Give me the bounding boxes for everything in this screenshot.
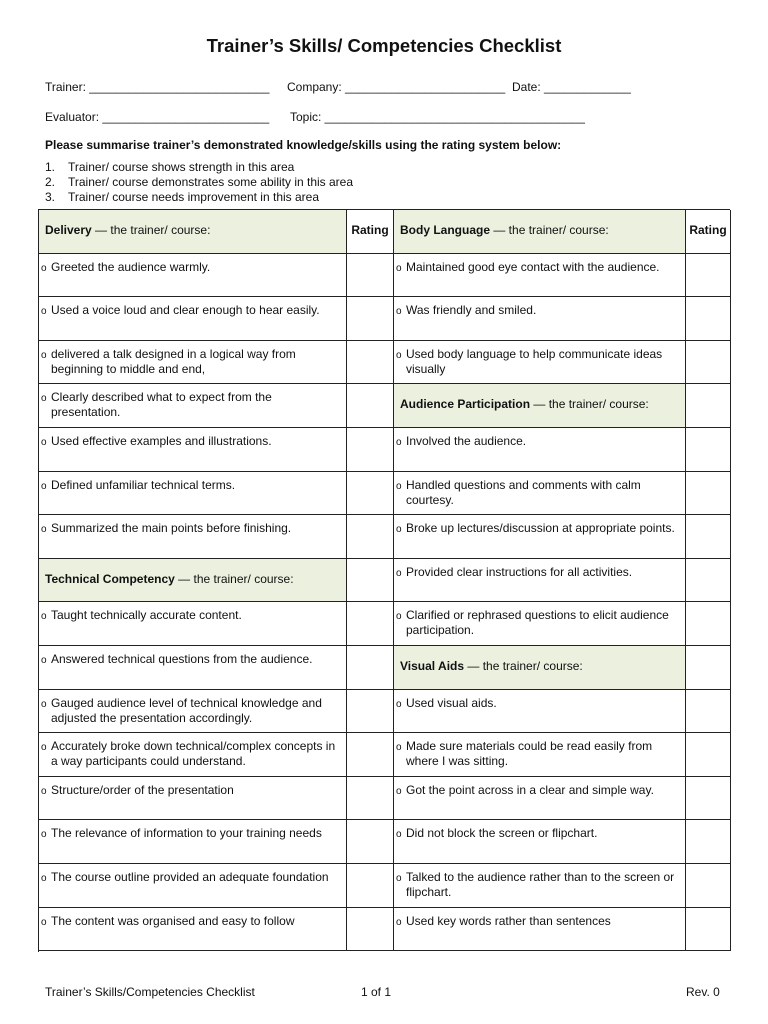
checklist-item [39, 908, 347, 951]
bullet-icon: o [41, 306, 47, 317]
rating-cell[interactable] [347, 864, 394, 908]
checklist-item-text: The relevance of information to your training needs [51, 826, 322, 840]
rating-instructions: Please summarise trainer’s demonstrated knowledge/skills using the rating system below: [45, 138, 562, 152]
rating-cell[interactable] [347, 428, 394, 472]
section-heading [400, 223, 681, 238]
section-subtitle: — the trainer/ course: [490, 223, 609, 237]
checklist-item-text: Greeted the audience warmly. [51, 260, 211, 274]
rating-cell[interactable] [347, 646, 394, 690]
bullet-icon: o [396, 742, 402, 753]
checklist-item-text: delivered a talk designed in a logical way from beginning to middle and end, [51, 347, 296, 376]
bullet-icon: o [396, 524, 402, 535]
checklist-item-text: Used body language to help communicate ideas visually [406, 347, 663, 376]
checklist-item [394, 690, 686, 733]
rating-cell[interactable] [347, 472, 394, 515]
rating-cell[interactable] [686, 254, 731, 297]
rating-system-number: 2. [45, 175, 56, 189]
rating-cell[interactable] [347, 777, 394, 820]
rating-cell[interactable] [686, 428, 731, 472]
checklist-item [39, 646, 347, 690]
bullet-icon: o [396, 263, 402, 274]
checklist-item [394, 428, 686, 472]
section-subtitle: — the trainer/ course: [174, 572, 294, 586]
checklist-item-text: Gauged audience level of technical knowledge and adjusted the presentation accordingly. [51, 696, 322, 725]
bullet-icon: o [41, 350, 47, 361]
bullet-icon: o [396, 306, 402, 317]
rating-cell[interactable] [347, 733, 394, 777]
section-title: Audience Participation [400, 397, 531, 411]
checklist-item-text: Structure/order of the presentation [51, 783, 234, 797]
rating-cell [347, 559, 394, 602]
rating-cell[interactable] [347, 254, 394, 297]
company-field[interactable]: Company: ________________________ [287, 80, 506, 94]
rating-cell[interactable] [347, 515, 394, 559]
checklist-item-text: Used a voice loud and clear enough to hear easily. [51, 303, 320, 317]
rating-column-header [347, 210, 394, 254]
checklist-item-text: The course outline provided an adequate foundation [51, 870, 329, 884]
section-heading [45, 223, 342, 238]
bullet-icon: o [396, 917, 402, 928]
checklist-item-text: Handled questions and comments with calm courtesy. [406, 478, 641, 507]
checklist-item-text: Made sure materials could be read easily from where I was sitting. [406, 739, 653, 768]
bullet-icon: o [41, 742, 47, 753]
rating-cell[interactable] [686, 908, 731, 951]
rating-system-item [45, 160, 353, 175]
checklist-item-text: Talked to the audience rather than to the screen or flipchart. [406, 870, 675, 899]
checklist-item-text: Maintained good eye contact with the audience. [406, 260, 660, 274]
rating-cell [686, 384, 731, 428]
checklist-item [39, 472, 347, 515]
checklist-item [39, 690, 347, 733]
bullet-icon: o [41, 611, 47, 622]
bullet-icon: o [41, 481, 47, 492]
checklist-item-text: Clearly described what to expect from the presentation. [51, 390, 272, 419]
rating-system-text: Trainer/ course shows strength in this area [68, 160, 295, 174]
rating-cell[interactable] [347, 297, 394, 341]
checklist-item-text: Answered technical questions from the audience. [51, 652, 313, 666]
checklist-item-text: Used visual aids. [406, 696, 497, 710]
footer-revision: Rev. 0 [686, 985, 720, 999]
technical-section-header [39, 559, 347, 602]
bullet-icon: o [396, 786, 402, 797]
visual-aids-section-header [394, 646, 686, 690]
rating-cell[interactable] [686, 297, 731, 341]
bullet-icon: o [41, 524, 47, 535]
rating-cell[interactable] [686, 864, 731, 908]
evaluator-field[interactable]: Evaluator: _________________________ [45, 110, 270, 124]
checklist-item [394, 297, 686, 341]
rating-cell[interactable] [686, 341, 731, 384]
checklist-item [39, 602, 347, 646]
rating-cell[interactable] [347, 820, 394, 864]
rating-system-item [45, 190, 353, 205]
section-subtitle: — the trainer/ course: [464, 659, 583, 673]
rating-cell[interactable] [686, 733, 731, 777]
checklist-item [394, 733, 686, 777]
footer-page-number: 1 of 1 [361, 985, 392, 999]
body-language-section-header [394, 210, 686, 254]
section-title: Body Language [400, 223, 491, 237]
audience-participation-section-header [394, 384, 686, 428]
checklist-item [394, 341, 686, 384]
rating-system-number: 3. [45, 190, 56, 204]
checklist-item [39, 428, 347, 472]
rating-cell[interactable] [686, 559, 731, 602]
rating-cell[interactable] [347, 602, 394, 646]
rating-label: Rating [351, 223, 389, 237]
section-title: Technical Competency [45, 572, 175, 586]
checklist-item [394, 472, 686, 515]
rating-cell[interactable] [347, 384, 394, 428]
bullet-icon: o [41, 263, 47, 274]
rating-cell[interactable] [686, 602, 731, 646]
rating-cell[interactable] [347, 690, 394, 733]
rating-cell[interactable] [686, 690, 731, 733]
footer-document-name: Trainer’s Skills/Competencies Checklist [45, 985, 255, 999]
checklist-item [39, 820, 347, 864]
rating-label: Rating [689, 223, 727, 237]
checklist-item [394, 515, 686, 559]
rating-cell[interactable] [686, 820, 731, 864]
checklist-item-text: Involved the audience. [406, 434, 527, 448]
rating-cell [686, 646, 731, 690]
checklist-item [39, 515, 347, 559]
delivery-section-header [39, 210, 347, 254]
checklist-item [394, 777, 686, 820]
rating-cell[interactable] [347, 341, 394, 384]
checklist-item-text: Was friendly and smiled. [406, 303, 537, 317]
checklist-item-text: Summarized the main points before finishing. [51, 521, 292, 535]
checklist-item-text: Did not block the screen or flipchart. [406, 826, 598, 840]
bullet-icon: o [396, 829, 402, 840]
topic-field[interactable]: Topic: _______________________________________ [290, 110, 585, 124]
rating-system-number: 1. [45, 160, 56, 174]
checklist-item-text: Accurately broke down technical/complex concepts in a way participants could understand. [51, 739, 336, 768]
checklist-item-text: Broke up lectures/discussion at appropriate points. [406, 521, 675, 535]
section-heading [400, 397, 681, 412]
bullet-icon: o [41, 829, 47, 840]
bullet-icon: o [396, 699, 402, 710]
rating-system-list [45, 160, 353, 205]
document-title: Trainer’s Skills/ Competencies Checklist [206, 35, 562, 56]
bullet-icon: o [41, 393, 47, 404]
checklist-item [39, 384, 347, 428]
bullet-icon: o [41, 655, 47, 666]
bullet-icon: o [396, 350, 402, 361]
bullet-icon: o [41, 786, 47, 797]
section-heading [45, 572, 342, 587]
rating-system-item [45, 175, 353, 190]
date-field[interactable]: Date: _____________ [512, 80, 631, 94]
section-title: Delivery [45, 223, 92, 237]
rating-cell[interactable] [347, 908, 394, 951]
checklist-item [39, 254, 347, 297]
checklist-item-text: Used key words rather than sentences [406, 914, 611, 928]
checklist-item-text: Defined unfamiliar technical terms. [51, 478, 236, 492]
checklist-item-text: Provided clear instructions for all activities. [406, 565, 633, 579]
bullet-icon: o [41, 437, 47, 448]
rating-column-header [686, 210, 731, 254]
section-heading [400, 659, 681, 674]
rating-system-text: Trainer/ course demonstrates some ability in this area [68, 175, 354, 189]
bullet-icon: o [41, 873, 47, 884]
checklist-item [394, 908, 686, 951]
checklist-item [39, 733, 347, 777]
checklist-item [394, 820, 686, 864]
checklist-item [39, 341, 347, 384]
checklist-item-text: Got the point across in a clear and simple way. [406, 783, 654, 797]
checklist-item [39, 297, 347, 341]
checklist-item-text: Clarified or rephrased questions to elicit audience participation. [406, 608, 669, 637]
bullet-icon: o [396, 437, 402, 448]
checklist-item [39, 864, 347, 908]
bullet-icon: o [396, 568, 402, 579]
rating-cell[interactable] [686, 777, 731, 820]
checklist-item [394, 864, 686, 908]
bullet-icon: o [41, 699, 47, 710]
section-subtitle: — the trainer/ course: [530, 397, 649, 411]
trainer-field[interactable]: Trainer: ___________________________ [45, 80, 270, 94]
bullet-icon: o [396, 611, 402, 622]
checklist-item [394, 602, 686, 646]
bullet-icon: o [396, 481, 402, 492]
section-title: Visual Aids [400, 659, 465, 673]
checklist-item [394, 254, 686, 297]
checklist-item [394, 559, 686, 602]
rating-cell[interactable] [686, 472, 731, 515]
section-subtitle: — the trainer/ course: [91, 223, 211, 237]
checklist-item-text: Used effective examples and illustrations. [51, 434, 272, 448]
checklist-item-text: Taught technically accurate content. [51, 608, 242, 622]
bullet-icon: o [396, 873, 402, 884]
rating-cell[interactable] [686, 515, 731, 559]
bullet-icon: o [41, 917, 47, 928]
checklist-table [38, 209, 730, 952]
rating-system-text: Trainer/ course needs improvement in this area [68, 190, 320, 204]
checklist-item [39, 777, 347, 820]
checklist-item-text: The content was organised and easy to follow [51, 914, 295, 928]
